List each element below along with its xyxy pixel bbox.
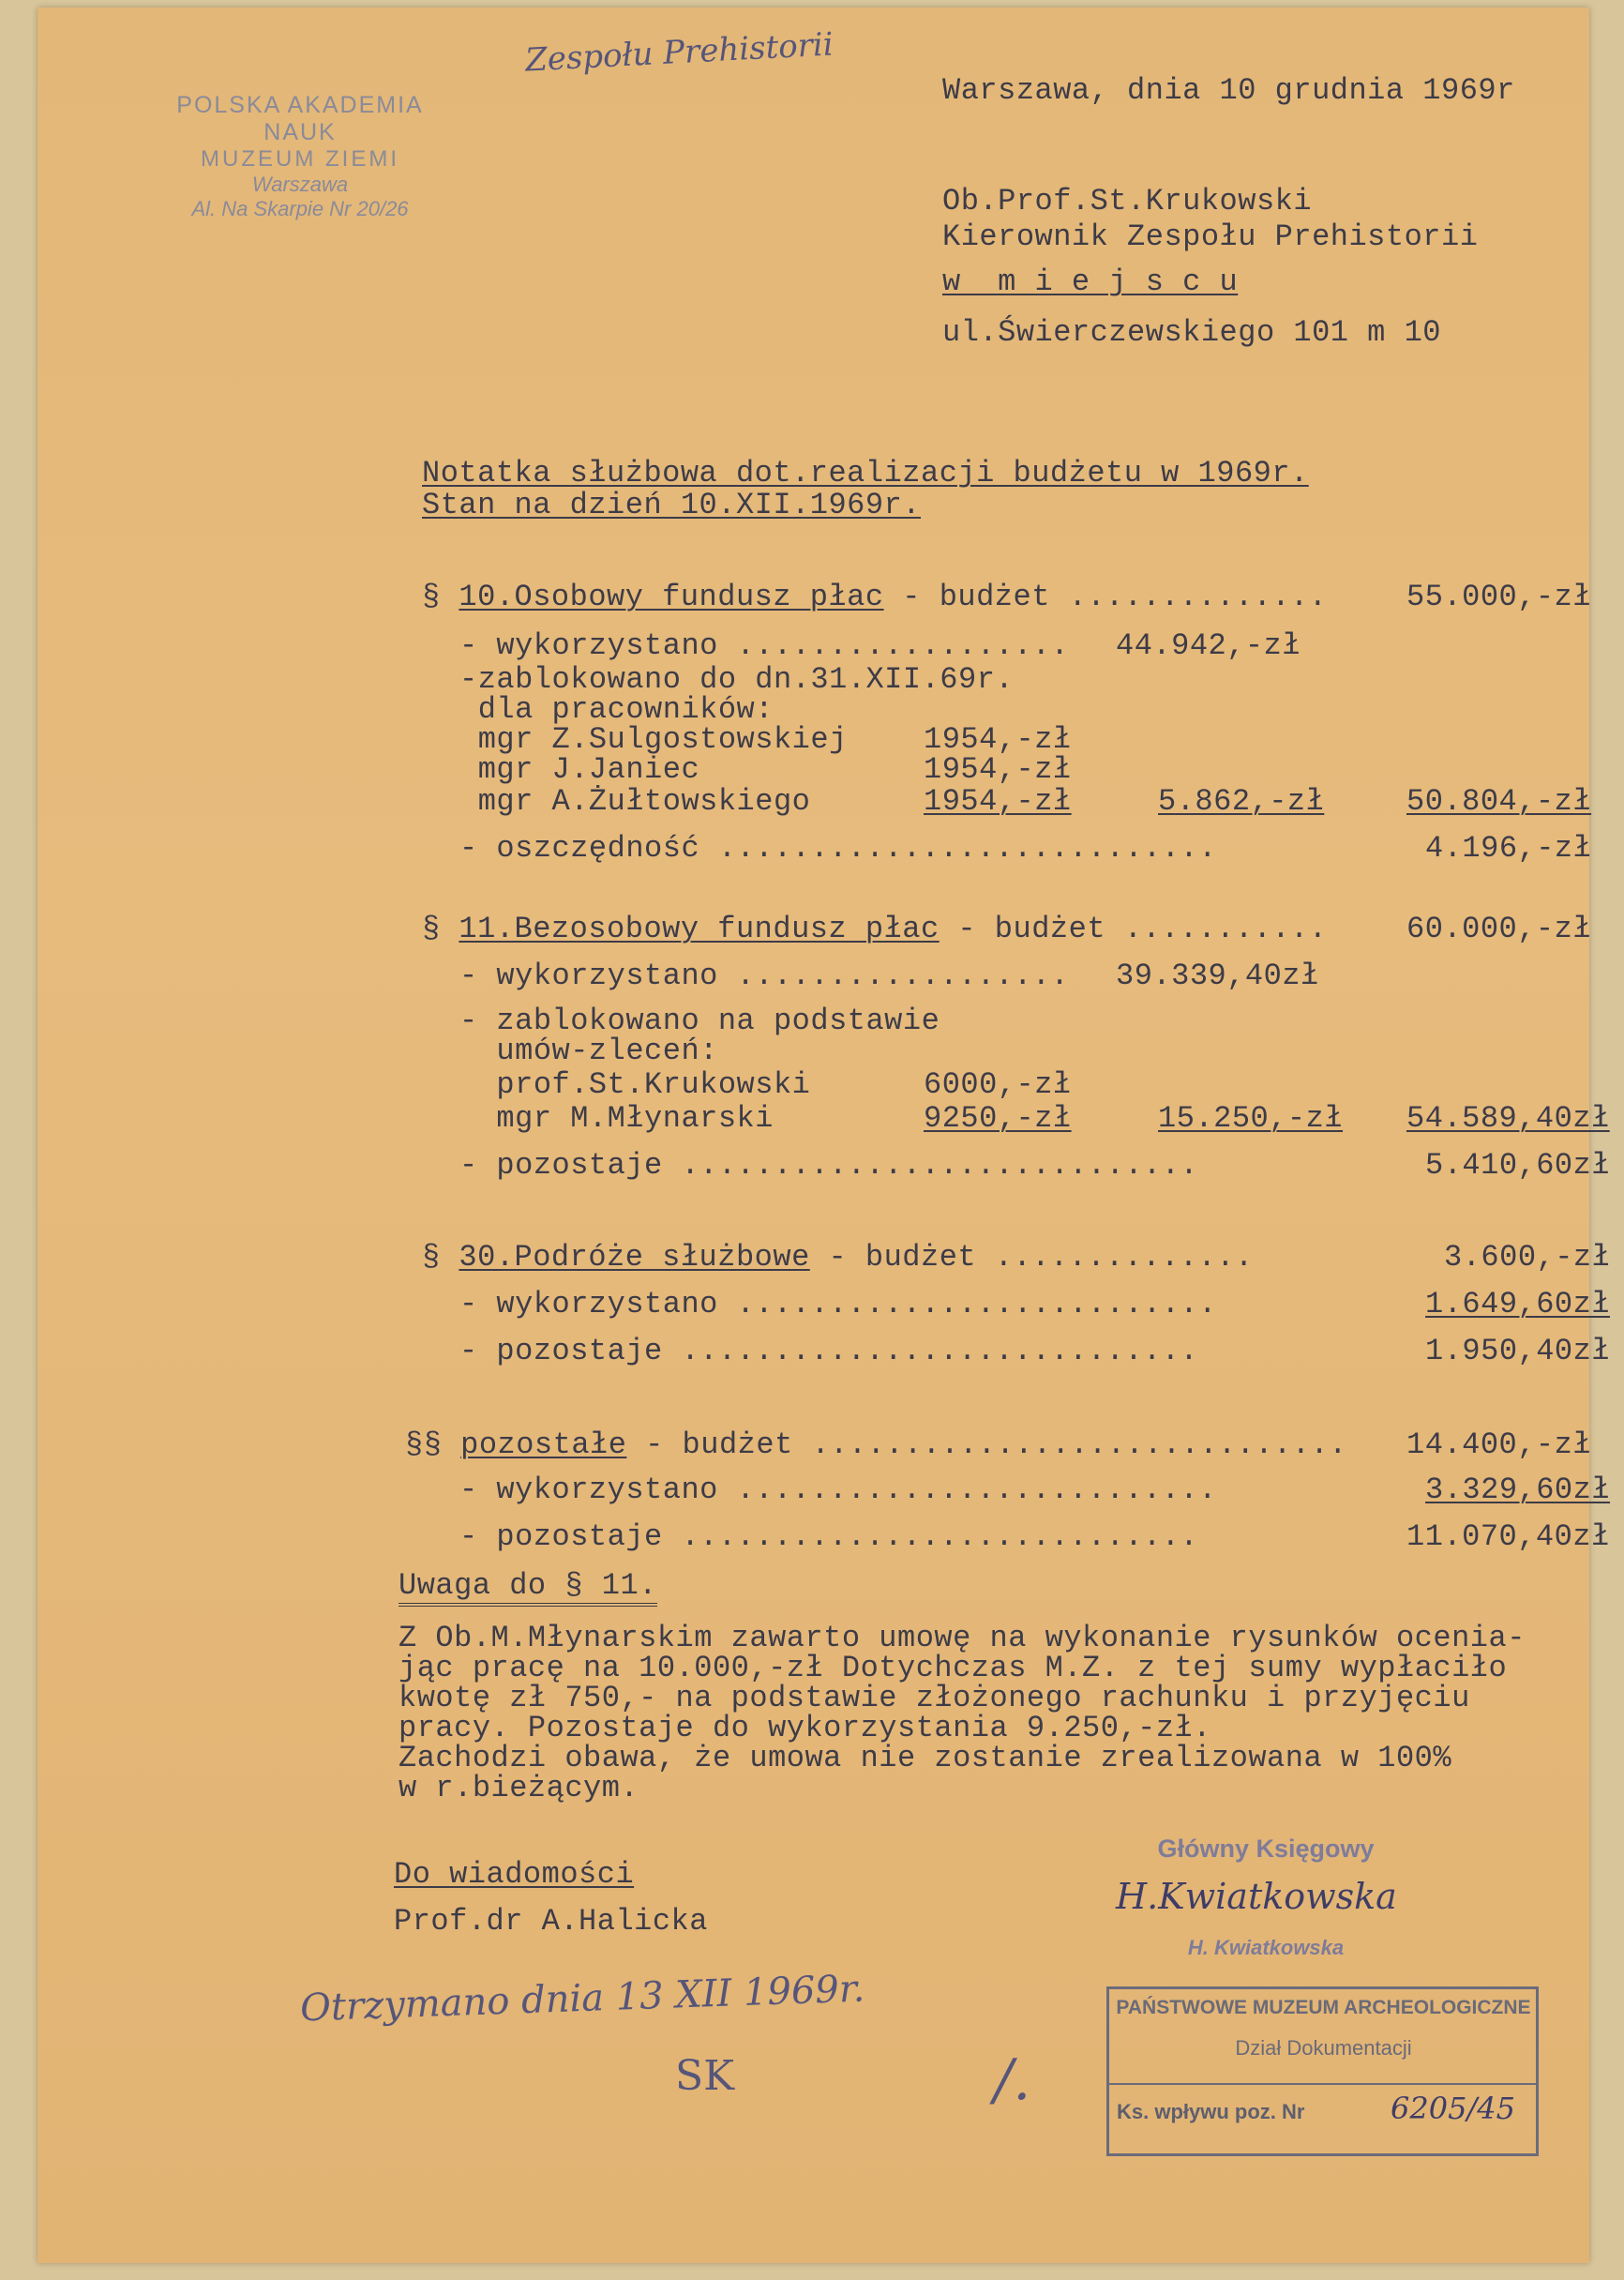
stamp-line-museum: MUZEUM ZIEMI [201,146,399,172]
section-10-person-2-value: 1954,-zł [924,752,1072,787]
section-11-total: 54.589,40zł [1406,1101,1610,1136]
section-10-person-3-value: 1954,-zł [924,784,1072,819]
section-10-person-2: mgr J.Janiec [459,752,700,787]
memo-title: Notatka służbowa dot.realizacji budżetu w 1969r. [422,456,1309,491]
section-11-person-1-value: 6000,-zł [924,1067,1072,1102]
section-other-budget: 14.400,-zł [1406,1427,1592,1462]
section-10-savings-label: - oszczędność ........................... [459,831,1217,866]
museum-stamp-department: Dział Dokumentacji [1235,2036,1412,2060]
section-10-savings-value: 4.196,-zł [1425,831,1592,866]
note-line-4: pracy. Pozostaje do wykorzystania 9.250,-zł. [398,1711,1211,1745]
section-10-person-3: mgr A.Żułtowskiego [459,784,811,819]
section-11-heading: § 11.Bezosobowy fundusz płac - budżet ........... [422,912,1346,946]
section-11-budget: 60.000,-zł [1406,912,1592,946]
accountant-name: H. Kwiatkowska [1187,1936,1345,1959]
addressee-street: ul.Świerczewskiego 101 m 10 [942,315,1441,350]
section-30-budget: 3.600,-zł [1444,1240,1611,1275]
note-line-1: Z Ob.M.Młynarskim zawarto umowę na wykonanie rysunków ocenia- [398,1621,1526,1655]
memo-status-date: Stan na dzień 10.XII.1969r. [422,488,921,522]
accountant-signature: H.Kwiatkowska [1116,1876,1397,1917]
section-11-blocked-line1: - zablokowano na podstawie [459,1004,940,1038]
section-30-remaining-value: 1.950,40zł [1425,1334,1611,1368]
addressee-place: w m i e j s c u [942,264,1239,299]
document-page [38,8,1611,2263]
section-10-heading: § 10.Osobowy fundusz płac - budżet .............. [422,580,1346,614]
section-11-blocked-sum: 15.250,-zł [1158,1101,1344,1136]
section-11-remaining-value: 5.410,60zł [1425,1148,1611,1183]
note-line-5: Zachodzi obawa, że umowa nie zostanie zrealizowana w 100% [398,1741,1452,1775]
institution-stamp [150,92,450,221]
museum-stamp-name: PAŃSTWOWE MUZEUM ARCHEOLOGICZNE [1116,1997,1531,2018]
section-other-heading: §§ pozostałe - budżet ............................. [405,1427,1347,1462]
section-10-budget: 55.000,-zł [1406,580,1592,614]
section-11-person-2: mgr M.Młynarski [459,1101,774,1136]
section-10-total: 50.804,-zł [1406,784,1592,819]
section-30-used-label: - wykorzystano .......................... [459,1287,1217,1321]
section-11-used-value: 39.339,40zł [1116,959,1319,993]
section-other-used-value: 3.329,60zł [1425,1472,1611,1507]
museum-stamp-divider [1109,2083,1536,2085]
museum-stamp-register-number: 6205/45 [1391,2091,1515,2126]
stamp-line-city: Warszawa [251,173,349,196]
handwritten-initials: SK [675,2052,735,2100]
section-11-used-label: - wykorzystano .................. [459,959,1070,993]
section-10-blocked-line2: dla pracowników: [459,692,774,727]
handwritten-received-note: Otrzymano dnia 13 XII 1969r. [299,1967,865,2031]
section-10-person-1-value: 1954,-zł [924,722,1072,757]
section-11-blocked-line2: umów-zleceń: [459,1034,718,1068]
note-line-2: jąc pracę na 10.000,-zł Dotychczas M.Z. z tej sumy wypłaciło [398,1651,1508,1685]
note-line-3: kwotę zł 750,- na podstawie złożonego rachunku i przyjęciu [398,1681,1470,1715]
date-line: Warszawa, dnia 10 grudnia 1969r [942,73,1515,108]
section-10-used-value: 44.942,-zł [1116,628,1301,663]
section-other-remaining-value: 11.070,40zł [1406,1519,1610,1554]
section-11-remaining-label: - pozostaje ............................ [459,1148,1199,1183]
section-30-heading: § 30.Podróże służbowe - budżet .............. [422,1240,1254,1275]
cc-heading: Do wiadomości [394,1857,635,1892]
stamp-line-address: Al. Na Skarpie Nr 20/26 [191,197,409,220]
section-11-person-1: prof.St.Krukowski [459,1067,811,1102]
section-10-person-1: mgr Z.Sulgostowskiej [459,722,848,757]
section-10-blocked-line1: -zablokowano do dn.31.XII.69r. [459,662,1015,697]
section-other-used-label: - wykorzystano .......................... [459,1472,1217,1507]
note-line-6: w r.bieżącym. [398,1771,639,1805]
section-11-person-2-value: 9250,-zł [924,1101,1072,1136]
section-other-remaining-label: - pozostaje ............................ [459,1519,1199,1554]
section-30-used-value: 1.649,60zł [1425,1287,1611,1321]
addressee-name: Ob.Prof.St.Krukowski [942,184,1313,219]
accountant-stamp [1106,1835,1425,1864]
addressee-role: Kierownik Zespołu Prehistorii [942,219,1479,254]
stamp-line-academy: POLSKA AKADEMIA NAUK [176,92,424,145]
accountant-title: Główny Księgowy [1157,1835,1375,1863]
handwritten-mark: /. [994,2047,1031,2113]
museum-stamp-register-label: Ks. wpływu poz. Nr [1117,2100,1305,2123]
section-30-remaining-label: - pozostaje ............................ [459,1334,1199,1368]
section-10-used-label: - wykorzystano .................. [459,628,1070,663]
museum-registration-stamp [1106,1986,1539,2156]
cc-person: Prof.dr A.Halicka [394,1904,708,1939]
section-10-blocked-sum: 5.862,-zł [1158,784,1325,819]
handwritten-department-note: Zespołu Prehistorii [524,25,835,80]
note-heading: Uwaga do § 11. [398,1568,657,1603]
